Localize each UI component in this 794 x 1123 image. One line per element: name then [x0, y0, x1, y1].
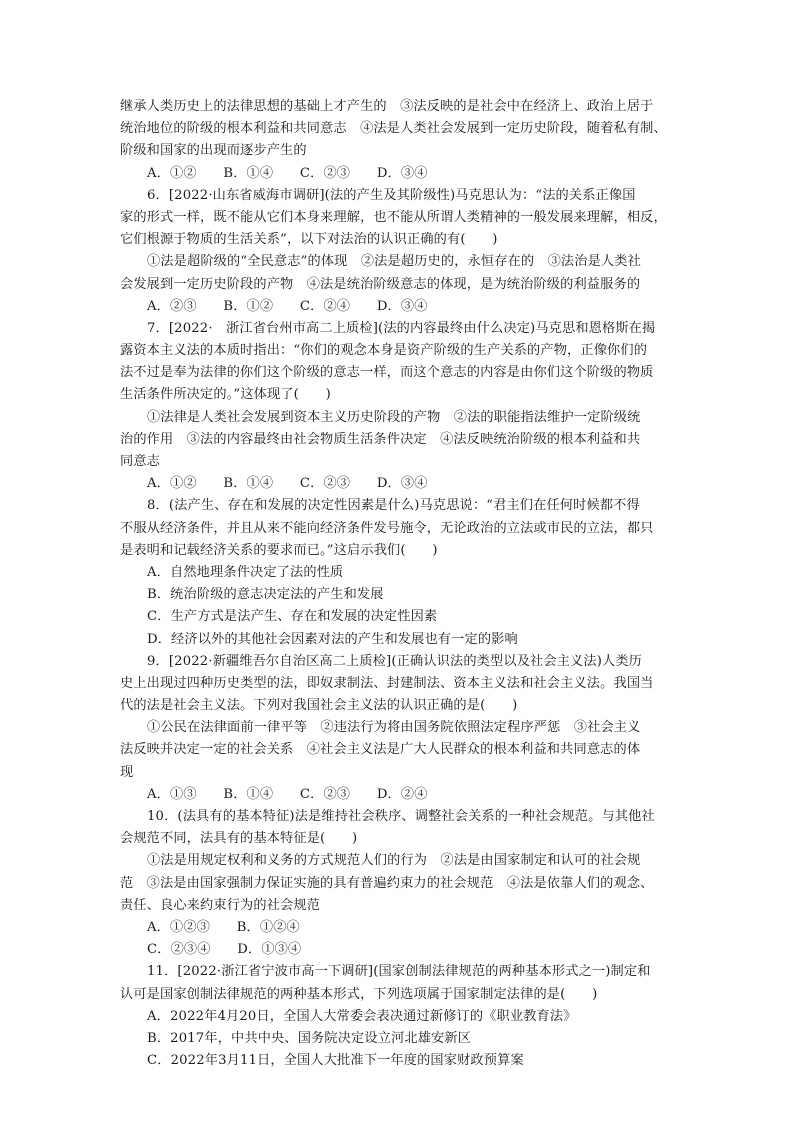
text-line: 统治地位的阶级的根本利益和共同意志 ④法是人类社会发展到一定历史阶段，随着私有制、: [120, 121, 667, 137]
text-line: 继承人类历史上的法律思想的基础上才产生的 ③法反映的是社会中在经济上、政治上居于: [120, 99, 654, 114]
answer-options: A．①② B．①④ C．②③ D．③④: [147, 476, 428, 492]
text-line: 会发展到一定历史阶段的产物 ④法是统治阶级意志的体现，是为统治阶级的利益服务的: [120, 276, 641, 292]
question-6-stem: 6．[2022·山东省威海市调研](法的产生及其阶级性)马克思认为：“法的关系正像国: [147, 187, 636, 203]
answer-option-d: D．经济以外的其他社会因素对法的产生和发展也有一定的影响: [147, 631, 518, 647]
answer-options: C．②③④ D．①③④: [147, 942, 302, 958]
document-body: [120, 96, 680, 1072]
text-line: 家的形式一样，既不能从它们本身来理解，也不能从所谓人类精神的一般发展来理解，相反，: [120, 209, 667, 225]
text-line: 史上出现过四种历史类型的法，即奴隶制法、封建制法、资本主义法和社会主义法。我国当: [120, 675, 654, 691]
statement-list: ①法是用规定权利和义务的方式规范人们的行为 ②法是由国家制定和认可的社会规: [147, 853, 641, 869]
question-10-stem: 10．(法具有的基本特征)法是维持社会秩序、调整社会关系的一种社会规范。与其他社: [147, 809, 655, 824]
text-line: 会规范不同，法具有的基本特征是( ): [120, 831, 358, 847]
text-line: 治的作用 ③法的内容最终由社会物质生活条件决定 ④法反映统治阶级的根本利益和共: [120, 431, 641, 447]
answer-option-b: B．统治阶级的意志决定法的产生和发展: [147, 587, 384, 603]
answer-option-c: C．生产方式是法产生、存在和发展的决定性因素: [147, 609, 438, 625]
text-line: 法反映并决定一定的社会关系 ④社会主义法是广大人民群众的根本利益和共同意志的体: [120, 742, 641, 758]
question-9-stem: 9．[2022·新疆维吾尔自治区高二上质检](正确认识法的类型以及社会主义法)人类历: [147, 653, 643, 669]
question-7-stem: 7．[2022· 浙江省台州市高二上质检](法的内容最终由什么决定)马克思和恩格斯在揭: [147, 320, 656, 336]
text-line: 阶级和国家的出现而逐步产生的: [120, 143, 307, 159]
text-line: 是表明和记载经济关系的要求而已。”这启示我们( ): [120, 542, 438, 558]
question-8-stem: 8．(法产生、存在和发展的决定性因素是什么)马克思说：“君主们在任何时候都不得: [147, 498, 640, 514]
text-line: 范 ③法是由国家强制力保证实施的具有普遍约束力的社会规范 ④法是依靠人们的观念、: [120, 875, 654, 891]
text-line: 不服从经济条件，并且从来不能向经济条件发号施令，无论政治的立法或市民的立法，都只: [120, 520, 654, 536]
statement-list: ①法律是人类社会发展到资本主义历史阶段的产物 ②法的职能指法维护一定阶级统: [147, 409, 641, 425]
text-line: 认可是国家创制法律规范的两种基本形式，下列选项属于国家制定法律的是( ): [120, 986, 598, 1002]
answer-option-a: A．自然地理条件决定了法的性质: [147, 564, 344, 580]
text-line: 代的法是社会主义法。下列对我国社会主义法的认识正确的是( ): [120, 698, 518, 714]
answer-options: A．②③ B．①② C．②④ D．③④: [147, 298, 428, 314]
text-line: 生活条件所决定的。”这体现了( ): [120, 387, 331, 403]
text-line: 现: [120, 764, 134, 780]
statement-list: ①公民在法律面前一律平等 ②违法行为将由国务院依照法定程序严惩 ③社会主义: [147, 720, 641, 736]
answer-options: A．①② B．①④ C．②③ D．③④: [147, 165, 428, 181]
answer-options: A．①②③ B．①②④: [147, 919, 300, 935]
text-line: 责任、良心来约束行为的社会规范: [120, 897, 321, 913]
answer-option-b: B．2017年，中共中央、国务院决定设立河北雄安新区: [147, 1030, 472, 1046]
text-line: 同意志: [120, 454, 161, 469]
answer-options: A．①③ B．①④ C．②③ D．②④: [147, 786, 428, 802]
statement-list: ①法是超阶级的“全民意志”的体现 ②法是超历史的，永恒存在的 ③法治是人类社: [147, 254, 641, 270]
question-11-stem: 11．[2022·浙江省宁波市高一下调研](国家创制法律规范的两种基本形式之一)制定和: [147, 964, 651, 980]
text-line: 它们根源于物质的生活关系”，以下对法治的认识正确的有( ): [120, 232, 498, 248]
answer-option-c: C．2022年3月11日，全国人大批准下一年度的国家财政预算案: [147, 1053, 524, 1069]
text-line: 露资本主义法的本质时指出：“你们的观念本身是资产阶级的生产关系的产物，正像你们的: [120, 343, 648, 359]
answer-option-a: A．2022年4月20日，全国人大常委会表决通过新修订的《职业教育法》: [147, 1008, 577, 1024]
text-line: 法不过是奉为法律的你们这个阶级的意志一样，而这个意志的内容是由你们这个阶级的物质: [120, 365, 654, 381]
